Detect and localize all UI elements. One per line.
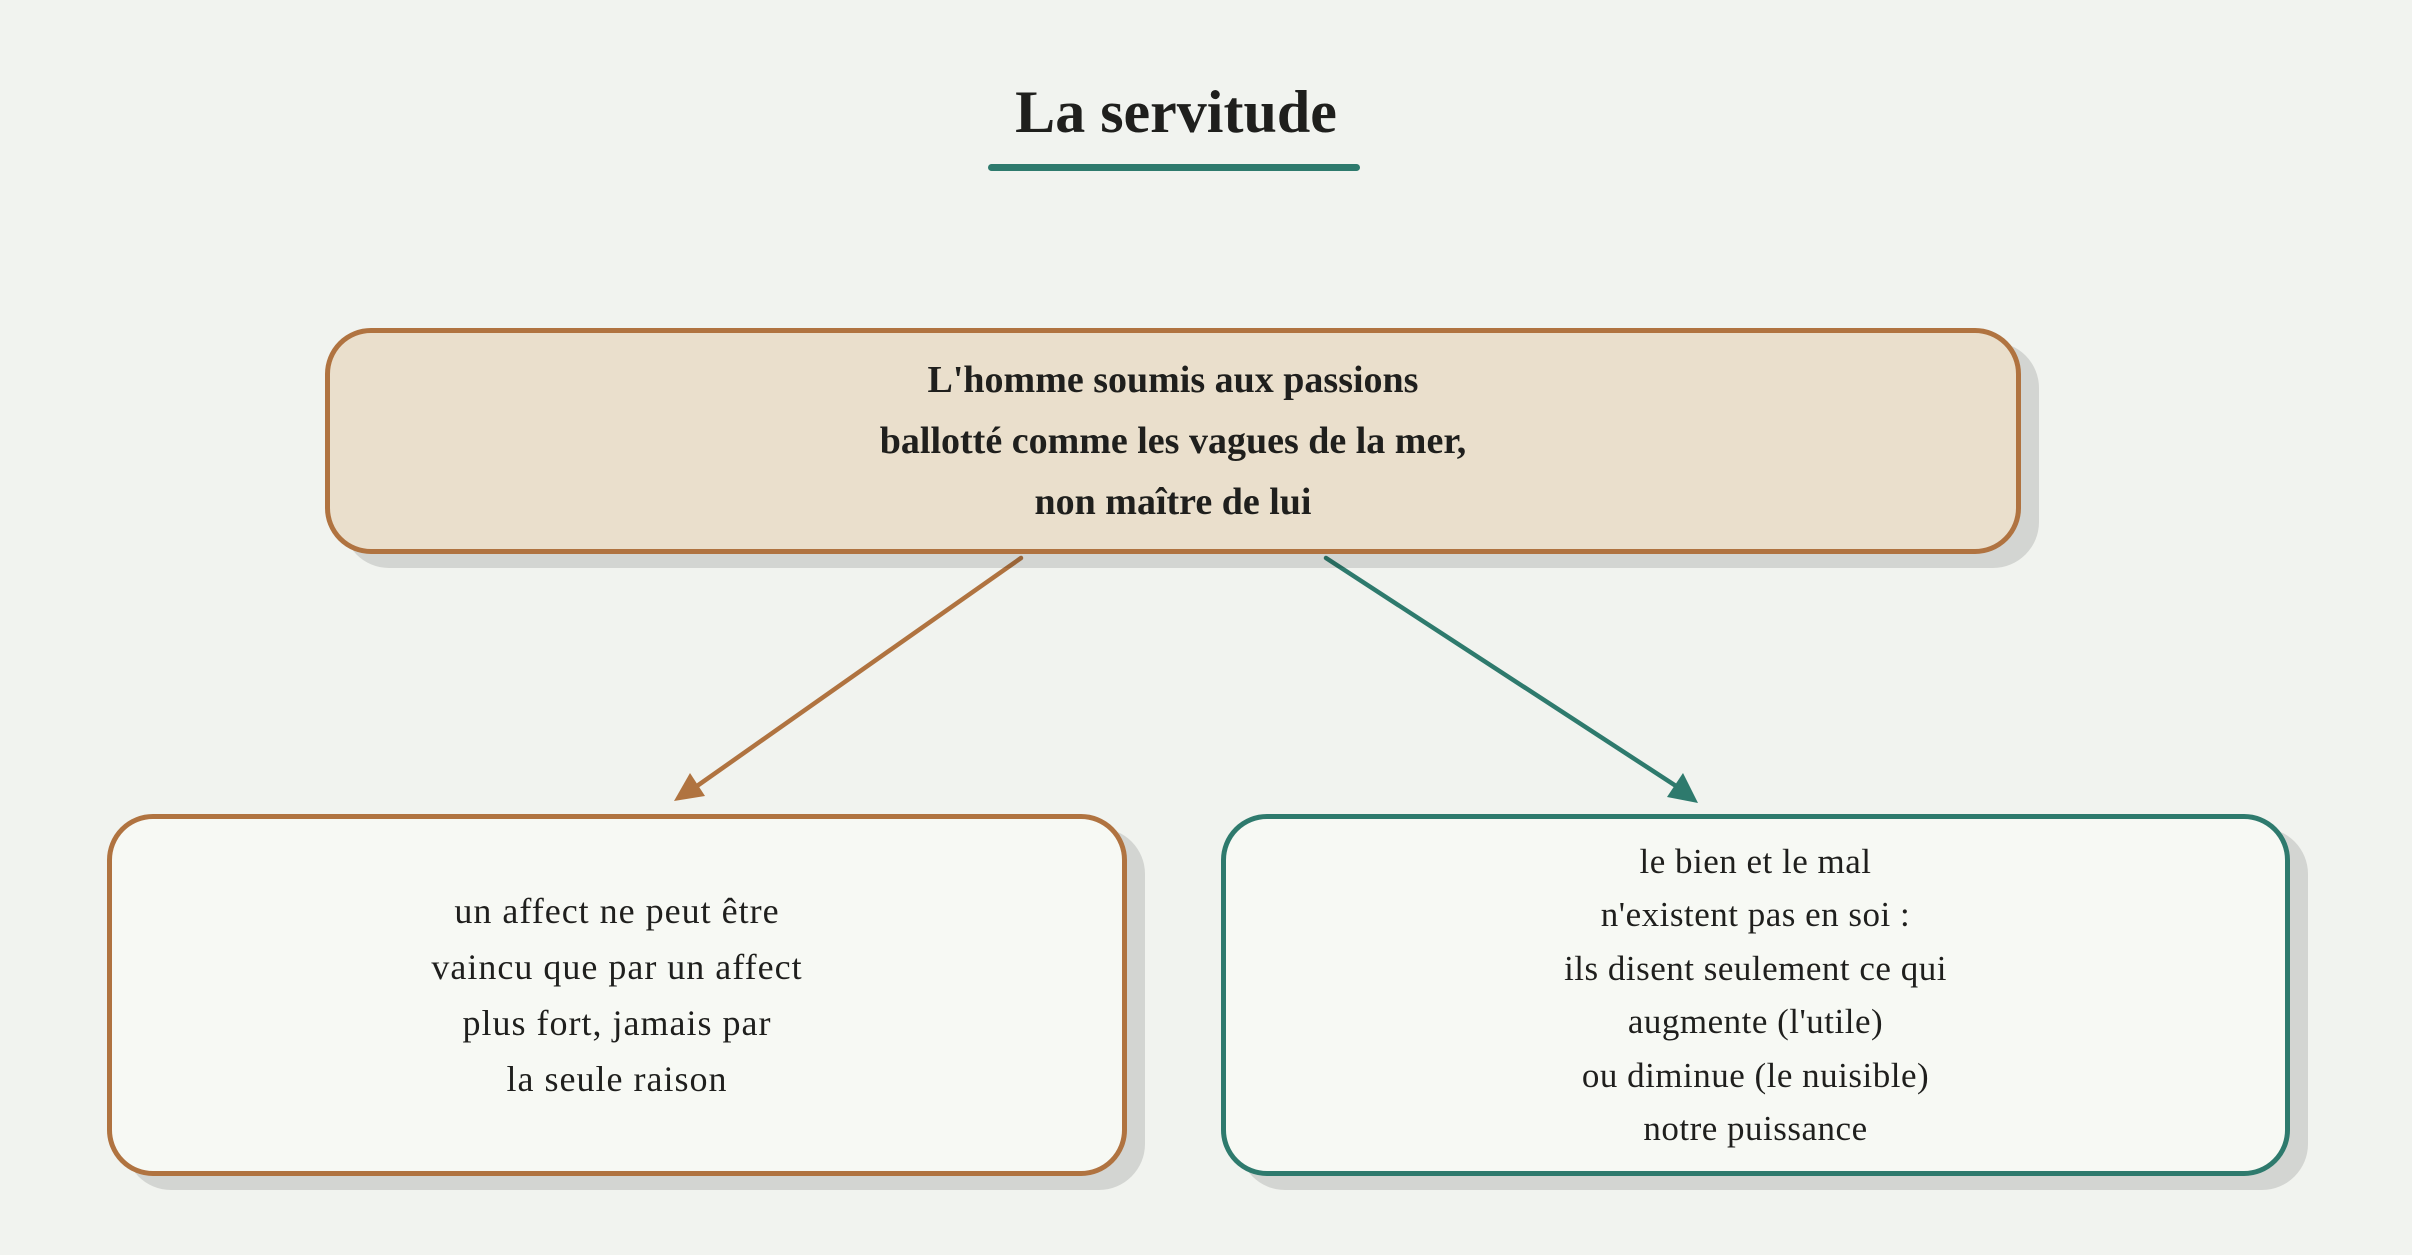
node-bien-mal-line: ils disent seulement ce qui [1564, 948, 1947, 988]
node-bien-mal-line: augmente (l'utile) [1627, 1002, 1884, 1041]
edge-top-to-left [674, 558, 1021, 801]
node-affect-line: la seule raison [506, 1059, 728, 1099]
node-affect-line: un affect ne peut être [454, 891, 780, 931]
node-affect-line: plus fort, jamais par [462, 1003, 772, 1043]
node-bien-mal [1221, 814, 2290, 1176]
node-passions [325, 328, 2021, 554]
diagram-title: La servitude [1015, 79, 1337, 145]
node-passions-line: L'homme soumis aux passions [927, 358, 1419, 401]
edge-top-to-right-line [1326, 558, 1676, 786]
node-bien-mal-line: notre puissance [1643, 1109, 1868, 1148]
edge-top-to-left-arrowhead [674, 773, 705, 801]
node-passions-line: ballotté comme les vagues de la mer, [879, 419, 1467, 462]
edge-top-to-left-line [697, 558, 1021, 786]
edge-top-to-right-arrowhead [1667, 773, 1698, 803]
node-passions-line: non maître de lui [1034, 480, 1312, 523]
title-underline [988, 164, 1360, 171]
edge-top-to-right [1326, 558, 1698, 803]
node-affect [107, 814, 1127, 1176]
node-bien-mal-line: n'existent pas en soi : [1600, 895, 1911, 934]
node-bien-mal-line: ou diminue (le nuisible) [1581, 1055, 1930, 1095]
node-affect-line: vaincu que par un affect [431, 947, 803, 987]
node-bien-mal-line: le bien et le mal [1639, 841, 1872, 881]
